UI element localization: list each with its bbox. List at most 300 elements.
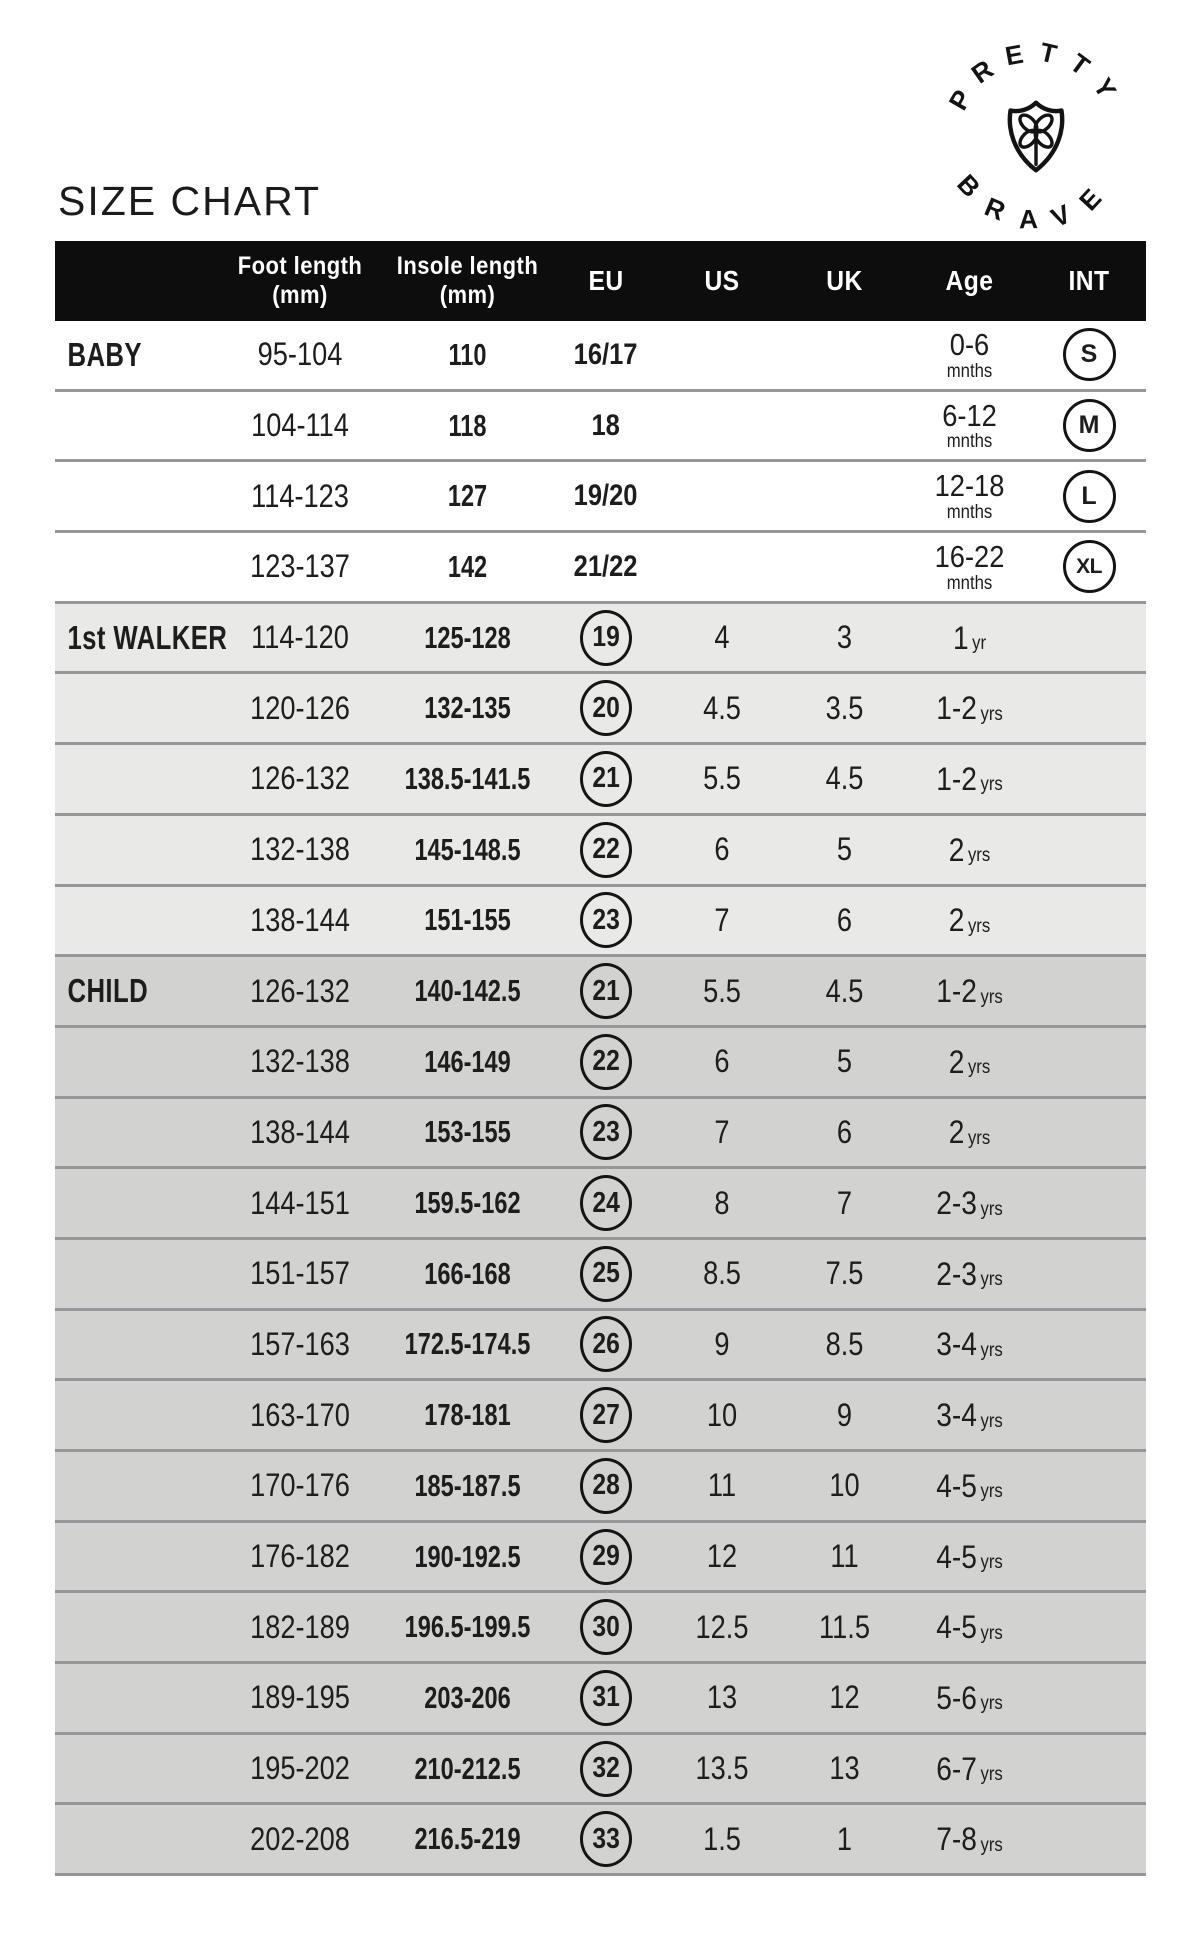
table-row xyxy=(55,1169,1146,1240)
eu-size-value: 21 xyxy=(592,974,620,1007)
int-size-cell xyxy=(1032,321,1146,389)
uk-size-value: 3.5 xyxy=(825,689,864,726)
foot-length-value: 189-195 xyxy=(250,1679,350,1716)
int-size-cell xyxy=(1032,1593,1146,1661)
header-category xyxy=(65,241,206,321)
header-int: INT xyxy=(1068,265,1110,296)
age-unit: yrs xyxy=(980,1834,1003,1856)
age-cell xyxy=(915,957,1025,1025)
eu-size-value: 22 xyxy=(592,833,620,866)
eu-size-cell xyxy=(550,1099,662,1167)
us-size-value: 12.5 xyxy=(695,1608,749,1645)
uk-size-value: 8.5 xyxy=(825,1325,864,1362)
int-size-cell xyxy=(1032,1169,1146,1237)
uk-size-value: 11 xyxy=(830,1538,859,1575)
age-value: 4-5 xyxy=(936,1467,977,1504)
row-category-label xyxy=(55,1311,180,1379)
eu-size-badge xyxy=(580,963,632,1019)
row-category-label xyxy=(55,1664,180,1732)
eu-size-value: 18 xyxy=(591,408,621,442)
us-size-value: 8.5 xyxy=(703,1255,741,1292)
int-size-cell xyxy=(1032,1523,1146,1591)
eu-size-cell xyxy=(550,1664,662,1732)
uk-size-value xyxy=(791,321,897,389)
brand-logo xyxy=(938,32,1134,238)
age-value: 1-2 xyxy=(936,760,977,797)
us-size-value: 7 xyxy=(714,1113,730,1150)
row-category-label xyxy=(55,887,180,955)
eu-size-value: 29 xyxy=(592,1540,620,1573)
uk-size-value: 11.5 xyxy=(819,1608,870,1645)
uk-size-value: 5 xyxy=(836,831,853,868)
age-unit: yrs xyxy=(980,1410,1003,1432)
row-category-label xyxy=(55,1028,180,1096)
age-unit: yrs xyxy=(980,1764,1003,1786)
row-category-label xyxy=(55,1099,180,1167)
age-unit: yrs xyxy=(980,1481,1003,1503)
int-size-cell xyxy=(1032,674,1146,742)
eu-size-badge xyxy=(580,1670,632,1726)
uk-size-value: 7.5 xyxy=(825,1255,864,1292)
table-row xyxy=(55,321,1146,392)
us-size-value: 5.5 xyxy=(703,972,741,1009)
eu-size-cell xyxy=(550,1523,662,1591)
insole-length-value: 153-155 xyxy=(424,1114,511,1150)
eu-size-cell xyxy=(550,887,662,955)
age-value: 4-5 xyxy=(936,1609,977,1646)
uk-size-value xyxy=(791,462,897,530)
row-category-label xyxy=(55,1523,180,1591)
eu-size-value: 19/20 xyxy=(574,479,638,513)
us-size-value: 6 xyxy=(714,1043,730,1080)
row-category-label xyxy=(55,816,180,884)
us-size-value xyxy=(671,392,773,460)
int-size-cell xyxy=(1032,1452,1146,1520)
insole-length-value: 159.5-162 xyxy=(414,1185,521,1221)
table-row xyxy=(55,816,1146,887)
eu-size-cell xyxy=(550,1452,662,1520)
age-cell xyxy=(915,533,1025,601)
insole-length-value: 166-168 xyxy=(424,1255,511,1291)
int-size-cell xyxy=(1032,1028,1146,1096)
int-size-cell xyxy=(1032,533,1146,601)
eu-size-value: 26 xyxy=(592,1327,620,1360)
age-cell xyxy=(915,1381,1025,1449)
header-insole-length: Insole length (mm) xyxy=(396,251,539,309)
foot-length-value: 202-208 xyxy=(250,1820,350,1857)
us-size-value xyxy=(671,533,773,601)
eu-size-badge xyxy=(589,409,622,443)
uk-size-value: 3 xyxy=(836,619,853,656)
foot-length-value: 126-132 xyxy=(250,760,350,797)
foot-length-value: 123-137 xyxy=(250,548,350,585)
foot-length-value: 138-144 xyxy=(250,901,350,938)
age-unit: yrs xyxy=(980,774,1003,796)
insole-length-value: 210-212.5 xyxy=(414,1750,521,1786)
age-unit: yrs xyxy=(980,1339,1003,1361)
eu-size-cell xyxy=(550,745,662,813)
table-row xyxy=(55,462,1146,533)
int-size-cell xyxy=(1032,462,1146,530)
insole-length-value: 110 xyxy=(448,336,487,372)
int-size-cell xyxy=(1032,887,1146,955)
int-size-cell xyxy=(1032,1311,1146,1379)
age-value: 1-2 xyxy=(936,690,977,727)
row-category-label xyxy=(55,1593,180,1661)
uk-size-value: 6 xyxy=(836,1113,853,1150)
table-body xyxy=(55,321,1146,1876)
eu-size-cell xyxy=(550,674,662,742)
eu-size-value: 21/22 xyxy=(574,549,638,583)
eu-size-cell xyxy=(550,816,662,884)
age-cell xyxy=(915,1240,1025,1308)
age-value: 2 xyxy=(948,1114,965,1151)
foot-length-value: 132-138 xyxy=(250,1043,350,1080)
eu-size-value: 27 xyxy=(592,1398,620,1431)
age-cell xyxy=(915,1593,1025,1661)
eu-size-cell xyxy=(550,1311,662,1379)
foot-length-value: 157-163 xyxy=(250,1325,350,1362)
age-unit: yrs xyxy=(980,1693,1003,1715)
size-table xyxy=(55,241,1146,1876)
eu-size-cell xyxy=(550,1169,662,1237)
age-cell xyxy=(915,462,1025,530)
age-cell xyxy=(915,1805,1025,1873)
insole-length-value: 185-187.5 xyxy=(414,1467,521,1503)
int-size-cell xyxy=(1032,1805,1146,1873)
eu-size-badge xyxy=(580,1458,632,1514)
us-size-value: 9 xyxy=(714,1325,730,1362)
age-cell xyxy=(915,392,1025,460)
age-value: 16-22 xyxy=(934,539,1005,575)
insole-length-value: 172.5-174.5 xyxy=(404,1326,531,1362)
insole-length-value: 145-148.5 xyxy=(414,831,521,867)
uk-size-value: 6 xyxy=(836,901,853,938)
age-value: 1-2 xyxy=(936,973,977,1010)
foot-length-value: 120-126 xyxy=(250,689,350,726)
logo-top-text: PRETTY xyxy=(942,36,1130,116)
foot-length-value: 104-114 xyxy=(251,407,349,444)
row-category-label: 1st WALKER xyxy=(67,618,228,656)
eu-size-cell xyxy=(550,1028,662,1096)
us-size-value: 4.5 xyxy=(703,689,741,726)
eu-size-badge xyxy=(580,1034,632,1090)
row-category-label xyxy=(55,1169,180,1237)
int-size-cell xyxy=(1032,957,1146,1025)
foot-length-value: 176-182 xyxy=(250,1538,350,1575)
eu-size-cell xyxy=(550,533,662,601)
us-size-value: 5.5 xyxy=(703,760,741,797)
eu-size-badge xyxy=(580,822,632,878)
int-size-badge: XL xyxy=(1063,540,1116,593)
us-size-value: 10 xyxy=(706,1396,738,1433)
age-unit: yrs xyxy=(980,1622,1003,1644)
row-category-label xyxy=(55,533,180,601)
eu-size-cell xyxy=(550,392,662,460)
uk-size-value: 1 xyxy=(836,1820,853,1857)
table-row xyxy=(55,1735,1146,1806)
foot-length-value: 114-123 xyxy=(251,477,349,514)
row-category-label: BABY xyxy=(67,335,142,373)
foot-length-value: 195-202 xyxy=(250,1750,350,1787)
eu-size-badge xyxy=(580,751,632,807)
eu-size-badge xyxy=(580,1529,632,1585)
eu-size-value: 22 xyxy=(592,1045,620,1078)
row-category-label xyxy=(55,1381,180,1449)
insole-length-value: 125-128 xyxy=(424,619,511,655)
int-size-cell xyxy=(1032,816,1146,884)
row-category-label xyxy=(55,392,180,460)
eu-size-cell xyxy=(550,1240,662,1308)
row-category-label xyxy=(55,1805,180,1873)
row-category-label xyxy=(55,745,180,813)
int-size-badge: S xyxy=(1063,328,1116,381)
eu-size-value: 28 xyxy=(592,1469,620,1502)
eu-size-value: 19 xyxy=(592,621,620,654)
us-size-value: 1.5 xyxy=(703,1820,741,1857)
us-size-value xyxy=(671,321,773,389)
foot-length-value: 182-189 xyxy=(250,1608,350,1645)
eu-size-cell xyxy=(550,462,662,530)
eu-size-value: 21 xyxy=(592,762,620,795)
table-row xyxy=(55,674,1146,745)
int-size-badge: M xyxy=(1063,399,1116,452)
age-value: 2 xyxy=(948,831,965,868)
age-unit: mnths xyxy=(946,360,993,382)
us-size-value: 8 xyxy=(714,1184,730,1221)
table-row xyxy=(55,745,1146,816)
foot-length-value: 170-176 xyxy=(250,1467,350,1504)
age-value: 3-4 xyxy=(936,1397,977,1434)
foot-length-value: 144-151 xyxy=(250,1184,350,1221)
eu-size-cell xyxy=(550,1735,662,1803)
header-uk: UK xyxy=(826,265,863,296)
int-size-cell xyxy=(1032,745,1146,813)
table-row xyxy=(55,887,1146,958)
age-value: 2 xyxy=(948,902,965,939)
eu-size-value: 25 xyxy=(592,1257,620,1290)
table-header xyxy=(55,241,1146,321)
eu-size-value: 31 xyxy=(592,1681,620,1714)
age-value: 6-7 xyxy=(936,1750,977,1787)
age-value: 0-6 xyxy=(949,327,990,363)
age-value: 12-18 xyxy=(934,468,1005,504)
insole-length-value: 216.5-219 xyxy=(414,1821,521,1857)
table-row xyxy=(55,1452,1146,1523)
age-unit: yrs xyxy=(980,986,1003,1008)
eu-size-badge xyxy=(580,1599,632,1655)
header-age: Age xyxy=(945,265,994,296)
us-size-value: 13.5 xyxy=(695,1750,749,1787)
eu-size-badge xyxy=(580,1741,632,1797)
age-unit: yrs xyxy=(967,1127,991,1149)
header-foot-length: Foot length (mm) xyxy=(237,251,363,309)
table-row xyxy=(55,1664,1146,1735)
age-cell xyxy=(915,1452,1025,1520)
table-row xyxy=(55,1240,1146,1311)
age-cell xyxy=(915,1099,1025,1167)
age-unit: yrs xyxy=(980,1269,1003,1291)
uk-size-value xyxy=(791,392,897,460)
age-unit: yrs xyxy=(980,703,1003,725)
table-row xyxy=(55,604,1146,675)
eu-size-cell xyxy=(550,1593,662,1661)
int-size-badge: L xyxy=(1063,470,1116,523)
age-cell xyxy=(915,1523,1025,1591)
header-eu: EU xyxy=(588,265,624,296)
eu-size-badge xyxy=(580,610,632,666)
age-cell xyxy=(915,745,1025,813)
eu-size-value: 32 xyxy=(592,1752,620,1785)
eu-size-value: 20 xyxy=(592,691,620,724)
int-size-cell xyxy=(1032,1099,1146,1167)
uk-size-value: 4.5 xyxy=(825,760,864,797)
uk-size-value: 9 xyxy=(836,1396,853,1433)
age-value: 4-5 xyxy=(936,1538,977,1575)
foot-length-value: 114-120 xyxy=(251,619,349,656)
int-size-cell xyxy=(1032,604,1146,672)
int-size-cell xyxy=(1032,1735,1146,1803)
age-value: 2-3 xyxy=(936,1185,977,1222)
age-cell xyxy=(915,1169,1025,1237)
eu-size-value: 23 xyxy=(592,1115,620,1148)
eu-size-cell xyxy=(550,321,662,389)
us-size-value: 12 xyxy=(706,1538,738,1575)
age-unit: yrs xyxy=(980,1552,1003,1574)
insole-length-value: 132-135 xyxy=(424,690,511,726)
eu-size-cell xyxy=(550,604,662,672)
table-row xyxy=(55,392,1146,463)
insole-length-value: 138.5-141.5 xyxy=(404,760,531,796)
shield-icon xyxy=(1010,103,1062,171)
eu-size-value: 30 xyxy=(592,1610,620,1643)
us-size-value: 7 xyxy=(714,901,730,938)
uk-size-value: 12 xyxy=(829,1679,860,1716)
row-category-label xyxy=(55,674,180,742)
int-size-cell xyxy=(1032,392,1146,460)
uk-size-value: 5 xyxy=(836,1043,853,1080)
age-unit: yrs xyxy=(967,845,991,867)
us-size-value: 4 xyxy=(714,619,730,656)
table-row xyxy=(55,957,1146,1028)
age-cell xyxy=(915,1735,1025,1803)
age-value: 2-3 xyxy=(936,1255,977,1292)
eu-size-badge xyxy=(580,1246,632,1302)
insole-length-value: 203-206 xyxy=(424,1679,511,1715)
insole-length-value: 190-192.5 xyxy=(414,1538,521,1574)
foot-length-value: 95-104 xyxy=(257,336,343,373)
header-us: US xyxy=(704,265,740,296)
insole-length-value: 178-181 xyxy=(424,1397,511,1433)
age-unit: mnths xyxy=(946,501,993,523)
us-size-value: 11 xyxy=(707,1467,737,1504)
insole-length-value: 151-155 xyxy=(424,902,511,938)
row-category-label xyxy=(55,1240,180,1308)
eu-size-badge xyxy=(580,1316,632,1372)
eu-size-value: 24 xyxy=(592,1186,620,1219)
age-cell xyxy=(915,604,1025,672)
uk-size-value: 10 xyxy=(829,1467,860,1504)
eu-size-cell xyxy=(550,1381,662,1449)
uk-size-value: 7 xyxy=(836,1184,853,1221)
insole-length-value: 196.5-199.5 xyxy=(404,1609,531,1645)
eu-size-badge xyxy=(580,1811,632,1867)
table-row xyxy=(55,1593,1146,1664)
age-value: 2 xyxy=(948,1043,965,1080)
eu-size-badge xyxy=(580,1175,632,1231)
eu-size-badge xyxy=(568,479,643,513)
eu-size-badge xyxy=(580,1387,632,1443)
table-row xyxy=(55,1311,1146,1382)
age-cell xyxy=(915,321,1025,389)
us-size-value: 13 xyxy=(706,1679,738,1716)
row-category-label xyxy=(55,1452,180,1520)
eu-size-badge xyxy=(580,892,632,948)
age-unit: mnths xyxy=(946,572,993,594)
table-row xyxy=(55,1099,1146,1170)
eu-size-badge xyxy=(568,550,643,584)
us-size-value: 6 xyxy=(714,831,730,868)
foot-length-value: 163-170 xyxy=(250,1396,350,1433)
eu-size-badge xyxy=(580,680,632,736)
us-size-value xyxy=(671,462,773,530)
table-row xyxy=(55,1381,1146,1452)
age-unit: yrs xyxy=(967,915,991,937)
eu-size-value: 33 xyxy=(592,1822,620,1855)
eu-size-value: 16/17 xyxy=(574,337,638,371)
row-category-label xyxy=(55,1735,180,1803)
eu-size-badge xyxy=(568,338,643,372)
int-size-cell xyxy=(1032,1240,1146,1308)
insole-length-value: 118 xyxy=(448,407,487,443)
eu-size-value: 23 xyxy=(592,903,620,936)
eu-size-badge xyxy=(580,1104,632,1160)
age-value: 3-4 xyxy=(936,1326,977,1363)
table-row xyxy=(55,1523,1146,1594)
age-cell xyxy=(915,674,1025,742)
foot-length-value: 132-138 xyxy=(250,831,350,868)
logo-bottom-text: BRAVE xyxy=(951,168,1121,235)
foot-length-value: 126-132 xyxy=(250,972,350,1009)
page-title: SIZE CHART xyxy=(58,178,321,224)
svg-text:BRAVE xyxy=(951,169,1120,235)
foot-length-value: 138-144 xyxy=(250,1113,350,1150)
eu-size-cell xyxy=(550,957,662,1025)
eu-size-cell xyxy=(550,1805,662,1873)
age-unit: yrs xyxy=(980,1198,1003,1220)
table-row xyxy=(55,1028,1146,1099)
row-category-label xyxy=(55,462,180,530)
age-value: 6-12 xyxy=(942,397,997,433)
age-cell xyxy=(915,816,1025,884)
age-cell xyxy=(915,1311,1025,1379)
age-value: 1 xyxy=(952,619,969,656)
int-size-cell xyxy=(1032,1381,1146,1449)
table-row xyxy=(55,1805,1146,1876)
age-unit: mnths xyxy=(946,431,993,453)
insole-length-value: 127 xyxy=(447,478,488,514)
insole-length-value: 140-142.5 xyxy=(414,973,521,1009)
row-category-label: CHILD xyxy=(67,972,149,1010)
age-unit: yrs xyxy=(967,1057,991,1079)
age-value: 5-6 xyxy=(936,1679,977,1716)
uk-size-value: 13 xyxy=(829,1750,860,1787)
insole-length-value: 142 xyxy=(447,548,488,584)
int-size-cell xyxy=(1032,1664,1146,1732)
foot-length-value: 151-157 xyxy=(250,1255,350,1292)
age-cell xyxy=(915,1028,1025,1096)
uk-size-value xyxy=(791,533,897,601)
